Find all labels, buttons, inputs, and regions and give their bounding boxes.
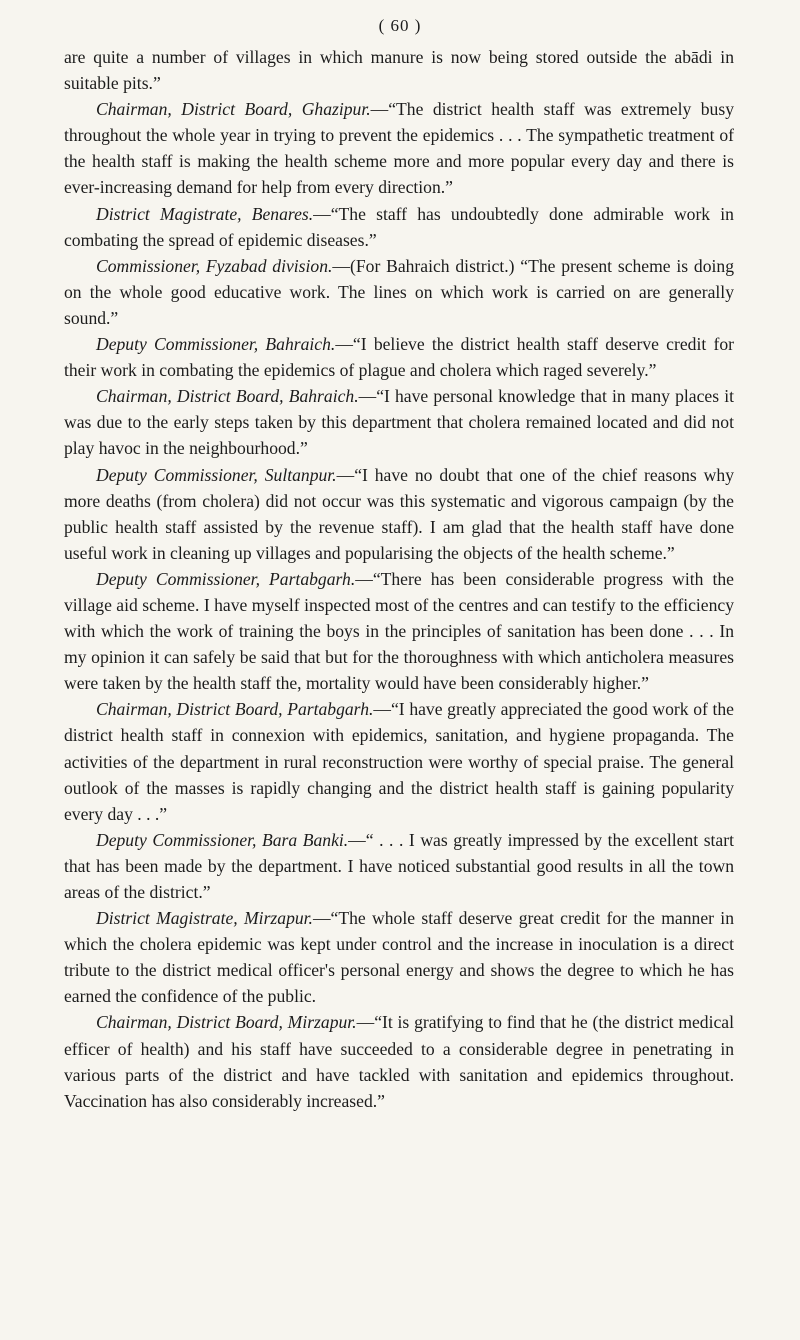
speaker-name: Chairman, District Board, Mirzapur.	[96, 1012, 357, 1033]
paragraph-continuation	[64, 44, 734, 96]
paragraph-text: —“It is gratifying to find that he (the district medical efficer of health) and his staff have succeeded to a considerable degree in penetrating in various parts of the district and have tackled with sanitation and epidemics throughout. Vaccination has also considerably increased.”	[64, 1012, 735, 1111]
paragraph-text: —“ . . . I was greatly impressed by the excellent start that has been made by the department. I have noticed substantial good results in all the town areas of the district.”	[64, 829, 734, 902]
paragraph-text: —“The whole staff deserve great credit for the manner in which the cholera epidemic was kept under control and the increase in inoculation is a direct tribute to the district medical officer's personal energy and shows the degree to which he has earned the confidence of the public.	[64, 908, 734, 1007]
speaker-name: Chairman, District Board, Bahraich.	[96, 386, 359, 407]
paragraph	[64, 827, 734, 905]
speaker-name: Deputy Commissioner, Partabgarh.	[96, 568, 356, 589]
body-text	[64, 44, 734, 1114]
paragraph-text: —“The staff has undoubtedly done admirable work in combating the spread of epidemic diseases.”	[64, 203, 734, 250]
paragraph	[64, 201, 734, 253]
paragraph	[64, 696, 734, 826]
paragraph-text: —(For Bahraich district.) “The present scheme is doing on the whole good educative work. The lines on which work is carried on are generally sound.”	[64, 255, 735, 328]
speaker-name: District Magistrate, Mirzapur.	[96, 908, 313, 929]
paragraph-text: are quite a number of villages in which manure is now being stored outside the abādi in suitable pits.”	[64, 47, 734, 94]
paragraph-text: —“The district health staff was extremely busy throughout the whole year in trying to prevent the epidemics . . . The sympathetic treatment of the health staff is making the health scheme more and more popular every day and there is ever-increasing demand for help from every direction.”	[64, 99, 734, 198]
paragraph-text: —“I have personal knowledge that in many places it was due to the early steps taken by this department that cholera remained located and did not play havoc in the neighbourhood.”	[64, 386, 734, 459]
paragraph-text: —“There has been considerable progress with the village aid scheme. I have myself inspected most of the centres and can testify to the efficiency with which the work of training the boys in the principles of sanitation has been done . . . In my opinion it can safely be said that but for the thoroughness with which anticholera measures were taken by the health staff the, mortality would have been considerably higher.”	[64, 568, 734, 694]
paragraph-text: —“I believe the district health staff deserve credit for their work in combating the epidemics of plague and cholera which raged severely.”	[64, 334, 735, 381]
paragraph	[64, 566, 734, 696]
paragraph	[64, 1009, 734, 1113]
speaker-name: Chairman, District Board, Partabgarh.	[96, 699, 374, 720]
paragraph	[64, 462, 734, 566]
speaker-name: Deputy Commissioner, Bara Banki.	[96, 829, 349, 850]
page-number: ( 60 )	[378, 16, 422, 35]
speaker-name: District Magistrate, Benares.	[96, 203, 314, 224]
paragraph	[64, 96, 734, 200]
paragraph	[64, 905, 734, 1009]
speaker-name: Deputy Commissioner, Sultanpur.	[96, 464, 337, 485]
paragraph	[64, 253, 734, 331]
paragraph-text: —“I have greatly appreciated the good work of the district health staff in connexion with epidemics, sanitation, and hygiene propaganda. The activities of the department in rural reconstruction were worthy of special praise. The general outlook of the masses is rapidly changing and the district health staff is gaining popularity every day . . .”	[64, 699, 734, 824]
paragraph	[64, 383, 734, 461]
speaker-name: Deputy Commissioner, Bahraich.	[96, 334, 336, 355]
paragraph	[64, 331, 734, 383]
speaker-name: Commissioner, Fyzabad division.	[96, 255, 333, 276]
paragraph-text: —“I have no doubt that one of the chief reasons why more deaths (from cholera) did not occur was this systematic and vigorous campaign (by the public health staff assisted by the revenue staff). I am glad that the health staff have done useful work in cleaning up villages and popularising the objects of the health scheme.”	[64, 464, 734, 563]
speaker-name: Chairman, District Board, Ghazipur.	[96, 99, 371, 120]
